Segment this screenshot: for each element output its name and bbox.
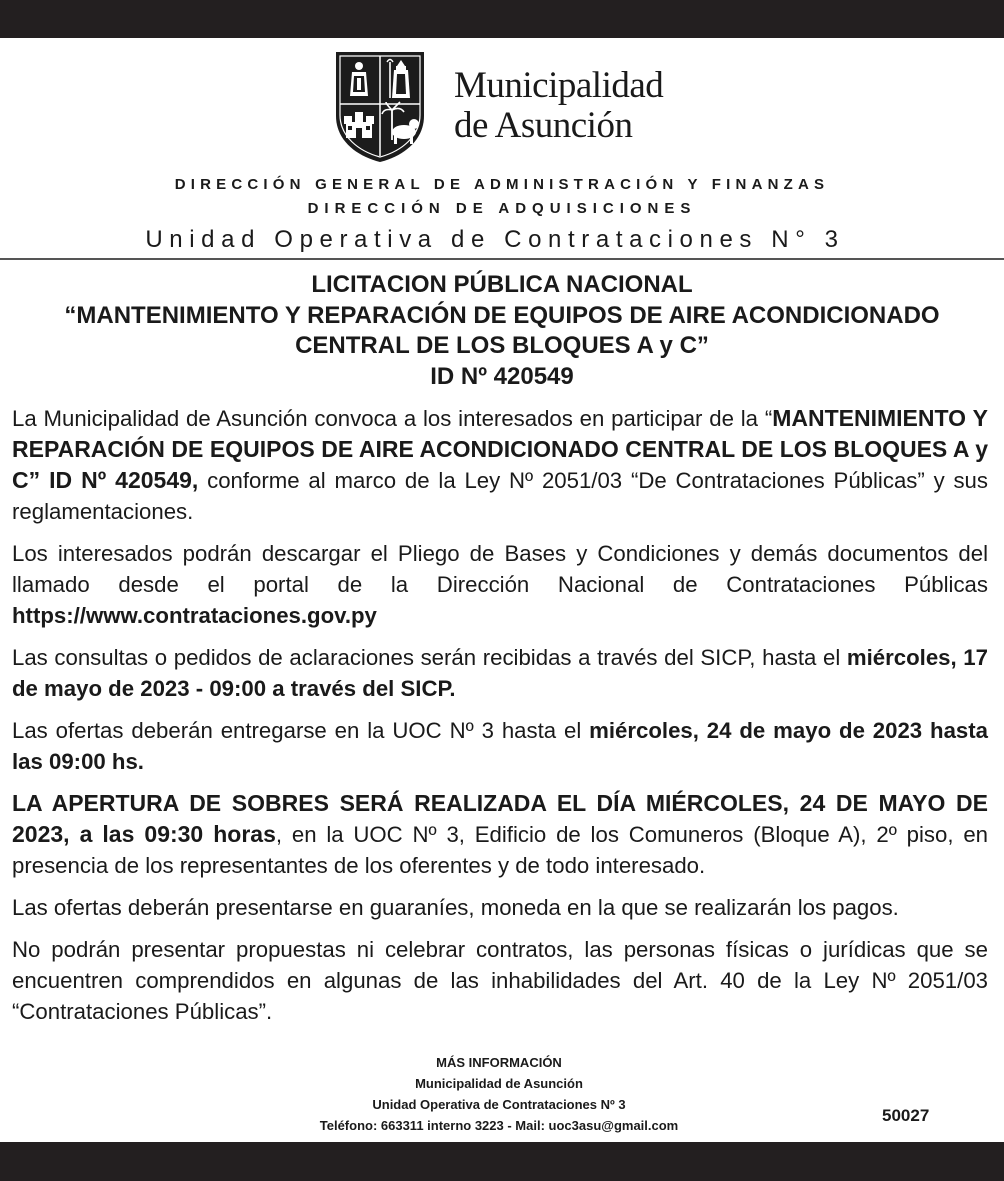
bottom-band	[0, 1142, 1004, 1181]
paragraph-download	[12, 538, 988, 631]
opening-date: LA APERTURA DE SOBRES SERÁ REALIZADA EL DÍA MIÉRCOLES, 24 DE MAYO DE 2023, a las 09:30 horas	[12, 790, 988, 847]
ad-code: 50027	[882, 1106, 930, 1125]
header-divider	[0, 258, 1004, 260]
opening-location: , en la UOC Nº 3, Edificio de los Comuneros (Bloque A), 2º piso, en presencia de los representantes de los oferentes y de todo interesado.	[12, 822, 988, 878]
paragraph-restrictions: No podrán presentar propuestas ni celebrar contratos, las personas físicas o jurídicas que se encuentren comprendidos en algunas de las inhabilidades del Art. 40 de la Ley Nº 2051/03 “Contrataciones Públicas”.	[12, 937, 988, 1024]
offers-deadline: miércoles, 24 de mayo de 2023 hasta las 09:00 hs.	[12, 718, 988, 774]
direction-general-heading: DIRECCIÓN GENERAL DE ADMINISTRACIÓN Y FINANZAS	[174, 176, 830, 193]
municipality-logo	[330, 48, 670, 166]
notice-body	[12, 403, 988, 1038]
paragraph-invitation	[12, 403, 988, 527]
title-line-4: ID Nº 420549	[430, 362, 574, 390]
paragraph-currency: Las ofertas deberán presentarse en guaraníes, moneda en la que se realizarán los pagos.	[12, 895, 899, 920]
wordmark-line-2: de Asunción	[454, 105, 633, 146]
wordmark-line-1: Municipalidad	[454, 65, 664, 106]
invitation-project-name: MANTENIMIENTO Y REPARACIÓN DE EQUIPOS DE AIRE ACONDICIONADO CENTRAL DE LOS BLOQUES A y C” ID Nº 420549,	[12, 405, 988, 493]
offers-text: Las ofertas deberán entregarse en la UOC Nº 3 hasta el	[12, 718, 590, 743]
contact-info	[0, 1052, 998, 1136]
queries-deadline: miércoles, 17 de mayo de 2023 - 09:00 a través del SICP.	[12, 645, 988, 701]
municipality-wordmark	[454, 66, 663, 146]
unit-heading: Unidad Operativa de Contrataciones N° 3	[145, 226, 845, 253]
top-band	[0, 0, 1004, 38]
title-line-1: LICITACION PÚBLICA NACIONAL	[311, 271, 693, 298]
info-line-2: Unidad Operativa de Contrataciones Nº 3	[372, 1097, 626, 1112]
title-line-3: CENTRAL DE LOS BLOQUES A y C”	[295, 332, 709, 359]
info-heading: MÁS INFORMACIÓN	[436, 1055, 562, 1070]
invitation-law-text: conforme al marco de la Ley Nº 2051/03 “De Contrataciones Públicas” y sus reglamentaciones.	[12, 468, 988, 524]
paragraph-queries	[12, 642, 988, 704]
paragraph-opening	[12, 788, 988, 881]
portal-link[interactable]: https://www.contrataciones.gov.py	[12, 603, 377, 628]
tender-title	[0, 270, 1004, 392]
invitation-text: La Municipalidad de Asunción convoca a los interesados en participar de la “	[12, 406, 773, 431]
queries-text: Las consultas o pedidos de aclaraciones serán recibidas a través del SICP, hasta el	[12, 645, 847, 670]
info-line-3: Teléfono: 663311 interno 3223 - Mail: uoc3asu@gmail.com	[319, 1118, 679, 1133]
info-line-1: Municipalidad de Asunción	[415, 1076, 583, 1091]
coat-of-arms-icon	[330, 48, 430, 164]
download-text: Los interesados podrán descargar el Pliego de Bases y Condiciones y demás documentos del llamado desde el portal de la Dirección Nacional de Contrataciones Públicas	[12, 541, 988, 597]
direction-heading: DIRECCIÓN DE ADQUISICIONES	[307, 200, 697, 217]
paragraph-offers	[12, 715, 988, 777]
title-line-2: “MANTENIMIENTO Y REPARACIÓN DE EQUIPOS DE AIRE ACONDICIONADO	[64, 301, 940, 329]
